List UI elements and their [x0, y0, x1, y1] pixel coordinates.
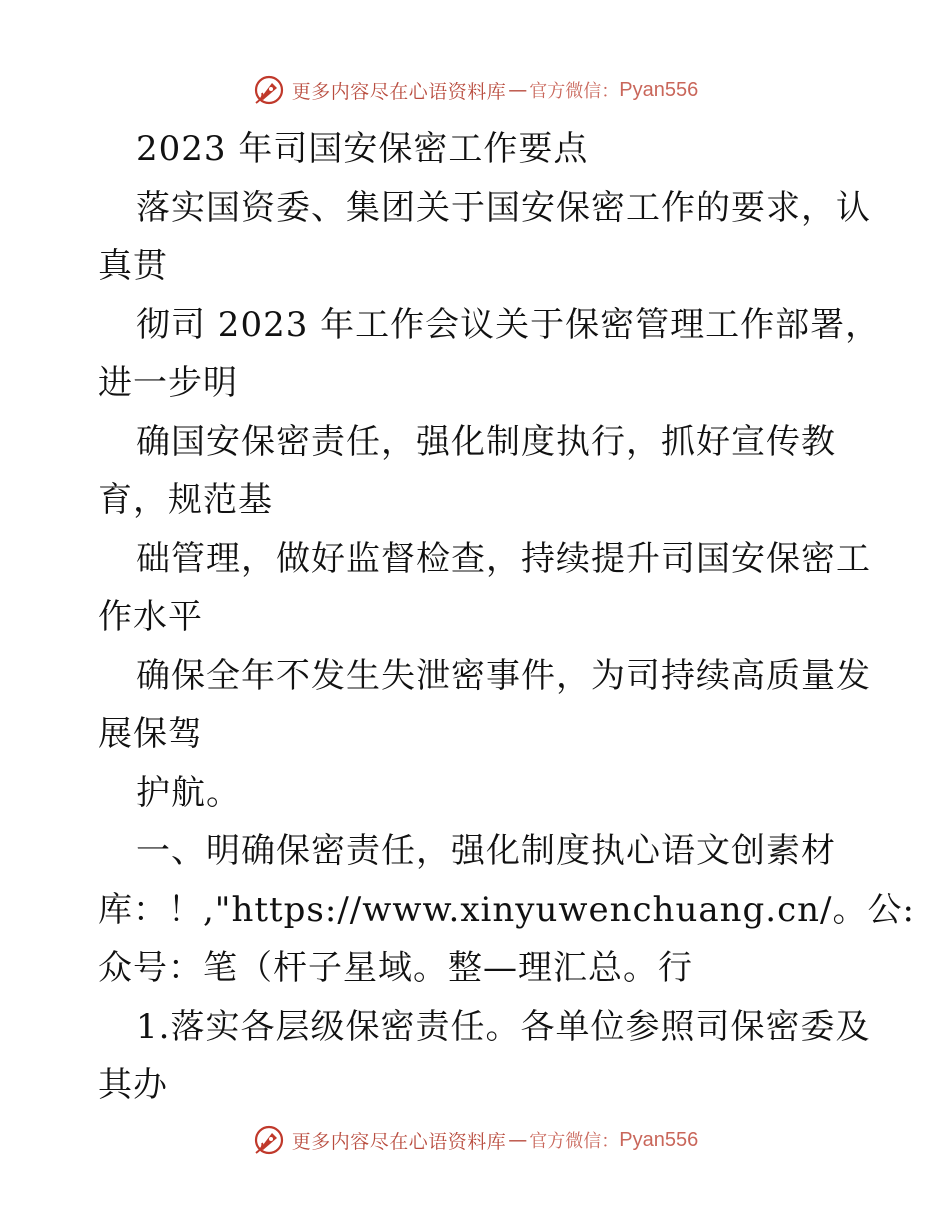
header-watermark-banner — [0, 70, 950, 110]
doc-line: 确国安保密责任，强化制度执行，抓好宣传教 — [136, 421, 836, 462]
banner-main-text: 更多内容尽在心语资料库 — [291, 80, 507, 103]
doc-line: 1.落实各层级保密责任。各单位参照司保密委及 — [136, 1006, 871, 1047]
doc-line: 础管理，做好监督检查，持续提升司国安保密工 — [136, 538, 871, 579]
banner-wechat-label: 官方微信： — [529, 81, 620, 102]
doc-line: 育，规范基 — [98, 480, 273, 520]
doc-line: 一、明确保密责任，强化制度执心语文创素材 — [136, 831, 836, 871]
doc-line: 落实国资委、集团关于国安保密工作的要求，认 — [136, 187, 871, 228]
banner-wechat-id: Pyan556 — [619, 78, 699, 101]
doc-line: 确保全年不发生失泄密事件，为司持续高质量发 — [136, 655, 871, 696]
banner-separator: — — [508, 1129, 528, 1151]
doc-line: 库：！,"https://www.xinyuwenchuang.cn/。公: — [98, 889, 915, 930]
banner-separator: — — [508, 79, 528, 101]
document-body — [98, 120, 915, 1115]
pen-nib-logo-icon — [252, 73, 286, 107]
footer-watermark-banner — [0, 1120, 950, 1160]
doc-line: 2023 年司国安保密工作要点 — [136, 129, 589, 169]
doc-line: 护航。 — [136, 772, 241, 813]
pen-nib-logo-icon — [252, 1123, 286, 1157]
banner-main-text: 更多内容尽在心语资料库 — [291, 1130, 507, 1153]
doc-line: 彻司 2023 年工作会议关于保密管理工作部署， — [136, 304, 881, 345]
banner-wechat-id: Pyan556 — [619, 1128, 699, 1151]
doc-line: 众号：笔（杆子星域。整—理汇总。行 — [98, 948, 693, 988]
doc-line: 作水平 — [98, 597, 203, 637]
doc-line: 进一步明 — [98, 363, 238, 403]
banner-wechat-label: 官方微信： — [529, 1131, 620, 1152]
doc-line: 真贯 — [98, 246, 168, 286]
doc-line: 展保驾 — [98, 714, 203, 754]
doc-line: 其办 — [98, 1065, 168, 1105]
